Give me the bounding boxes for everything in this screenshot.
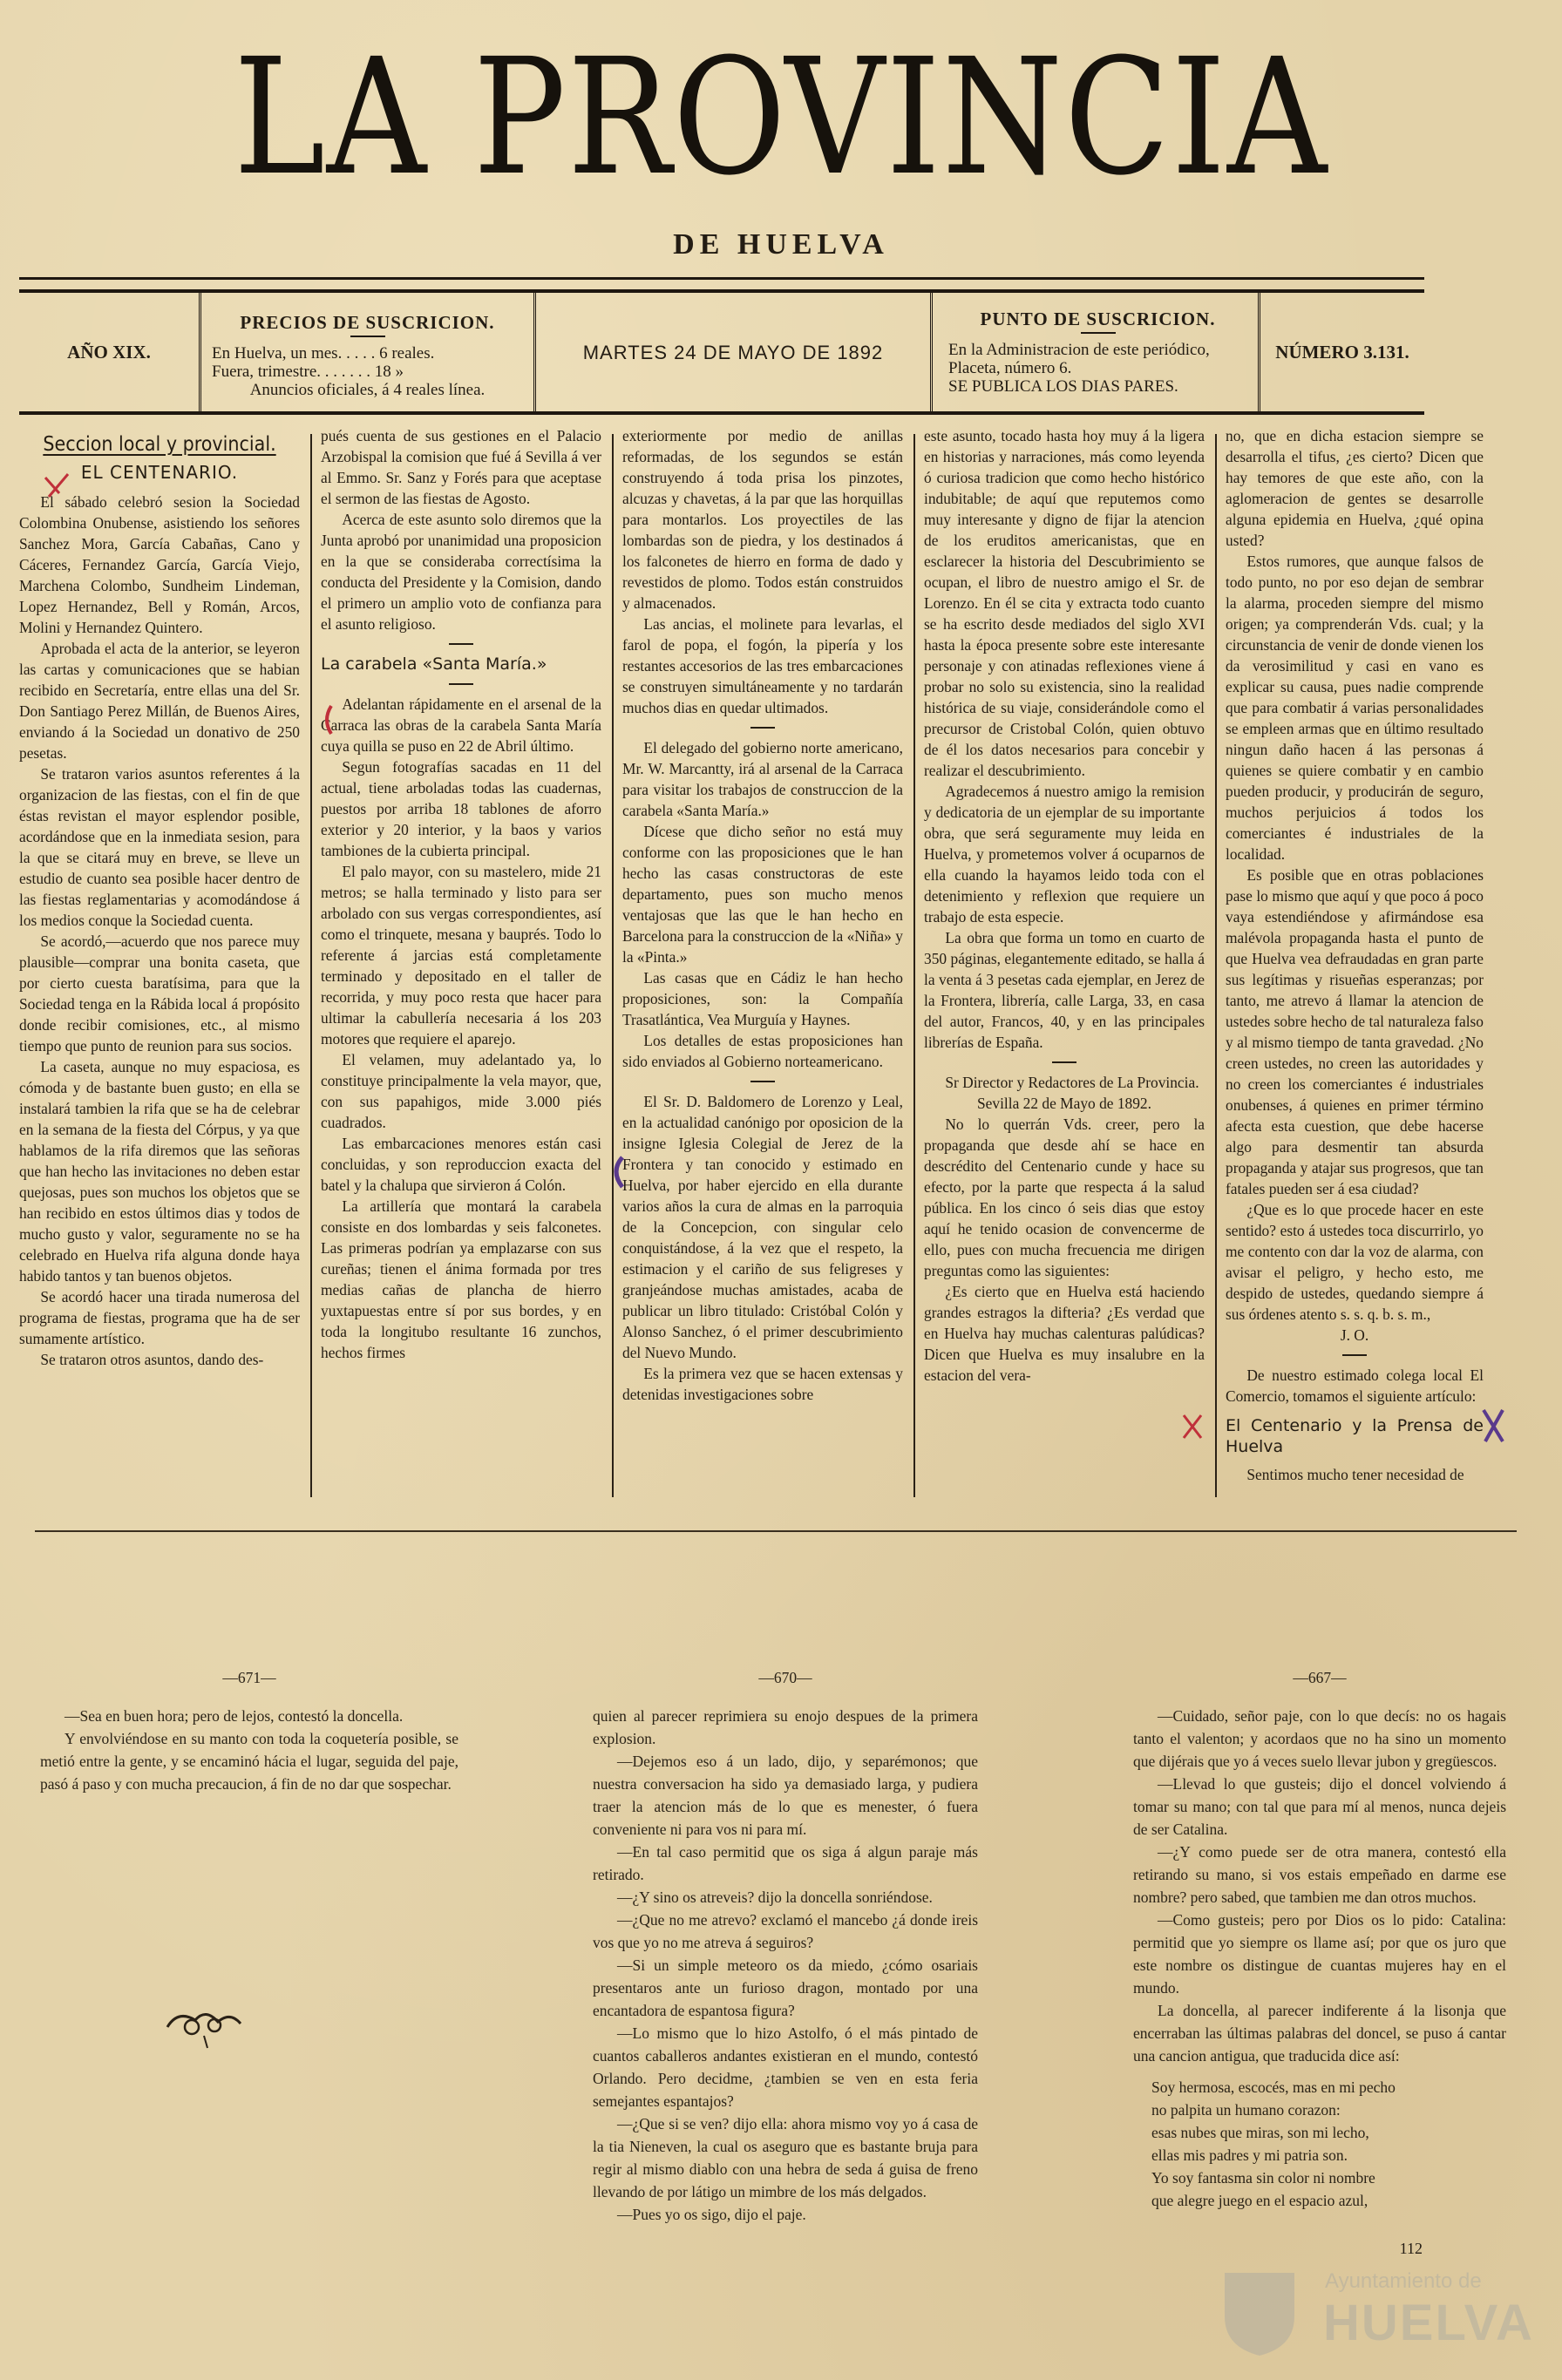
column-1 <box>19 425 300 1506</box>
paragraph: Se trataron varios asuntos referentes á la organizacion de las fiestas, con el fin de que éstas revistan el mayor esplendor posible, acordándose que en la inmediata sesion, para la que se citará muy en breve, se lleve un estudio de cuanto sea posible hacer dentro de las fiestas reglamentarias y acomodándose á los medios conque la Sociedad cuenta. <box>19 765 300 929</box>
serial-paragraph: —Lo mismo que lo hizo Astolfo, ó el más pintado de cuantos caballeros andantes existieran en el mundo, contestó Orlando. Pero decidme, ¿tambien se ven en esta feria semejantes espantajos? <box>593 2024 978 2110</box>
section-heading: Seccion local y provincial. <box>43 433 276 456</box>
column-rule <box>612 434 614 1497</box>
serial-paragraph: —¿Que si se ven? dijo ella: ahora mismo voy yo á casa de la tia Nieneven, la cual os aseguro que es bastante bruja para regir al mismo diablo con una hebra de seda á guisa de freno llevando de por látigo un mimbre de los más delgados. <box>593 2115 978 2200</box>
column-2 <box>321 425 601 1506</box>
serial-paragraph: —Dejemos eso á un lado, dijo, y separémonos; que nuestra conversacion ha sido ya demasiado larga, y pudiera traer la atencion más de lo que es menester, ó fuera conveniente ni para vos ni para mí. <box>593 1753 978 1838</box>
point-line: SE PUBLICA LOS DIAS PARES. <box>948 377 1178 396</box>
paragraph: Aprobada el acta de la anterior, se leyeron las cartas y comunicaciones que se habian recibido en Secretaría, entre ellas una del Sr. Don Santiago Perez Millán, de Buenos Aires, enviando á la Sociedad un donativo de 250 pesetas. <box>19 640 300 762</box>
paragraph: La artillería que montará la carabela consiste en dos lombardas y seis falconetes. Las primeras podrían ya emplazarse con sus cureñas; tienen el ánima formada por tres medias cañas de plancha de hierro yuxtapuestas entre sí por sus bordes, y en toda la longitubo resultante 16 zunchos, hechos firmes <box>321 1197 601 1361</box>
separator <box>449 683 473 685</box>
serial-verse: Yo soy fantasma sin color ni nombre <box>1151 2169 1375 2187</box>
serial-paragraph: —Como gusteis; pero por Dios os lo pido: Catalina: permitid que yo siempre os llame así; por que os juro que este nombre os distingue de cuantas mujeres hay en el mundo. <box>1133 1911 1506 1997</box>
paragraph: Es posible que en otras poblaciones pase lo mismo que aquí y que poco á poco vaya estendiéndose y afirmándose esa malévola propaganda hasta el punto de que Huelva vea defraudadas en gran parte sus legítimas y risueñas esperanzas; por tanto, me atrevo á llamar la atencion de ustedes sobre hecho de tal naturaleza falso y al mismo tiempo de tanta gravedad. ¿No creen ustedes, no creen las autoridades y no creen los comerciantes é industriales onubenses, á quienes en primer término afecta esta cuestion, que debe hacerse algo para desmentir tan absurda propaganda y atajar sus progresos, que tan fatales pueden ser á esa ciudad? <box>1226 866 1484 1197</box>
archive-watermark <box>1212 2264 1543 2360</box>
article-heading: El Centenario y la Prensa de Huelva <box>1226 1416 1484 1456</box>
serial-paragraph: —En tal caso permitid que os siga á algun paraje más retirado. <box>593 1843 978 1883</box>
serial-paragraph: —Cuidado, señor paje, con lo que decís: no os hagais tanto el valenton; y acordaos que no ha sino un momento que dijérais que yo á veces suelo llevar jubon y gregüescos. <box>1133 1707 1506 1770</box>
paragraph: El delegado del gobierno norte americano, Mr. W. Marcantty, irá al arsenal de la Carraca para visitar los trabajos de construccion de la carabela «Santa María.» <box>622 739 903 819</box>
serial-paragraph: quien al parecer reprimiera su enojo despues de la primera explosion. <box>593 1707 978 1747</box>
column-rule <box>1215 434 1217 1497</box>
separator <box>1052 1061 1076 1063</box>
watermark-line-2: HUELVA <box>1323 2295 1534 2351</box>
serial-paragraph: —Llevad lo que gusteis; dijo el doncel volviendo á tomar su mano; con tal que para mí al menos, nunca dejeis de ser Catalina. <box>1133 1775 1506 1838</box>
separator <box>750 727 775 729</box>
serial-verse: ellas mis padres y mi patria son. <box>1151 2146 1348 2164</box>
serial-paragraph: —Si un simple meteoro os da miedo, ¿cómo osariais presentaros ante un furioso dragon, montado por una encantadora de espantosa figura? <box>593 1956 978 2019</box>
price-line: Fuera, trimestre. . . . . . . 18 » <box>212 363 404 381</box>
paragraph: Se acordó,—acuerdo que nos parece muy plausible—comprar una bonita caseta, que por cierto cuesta baratísima, para que la Sociedad tenga en la Rábida local á propósito donde recibir comisiones, etc., al mismo tiempo que punto de reunion para sus socios. <box>19 932 300 1054</box>
point-line: En la Administracion de este periódico, <box>948 341 1210 359</box>
paragraph: ¿Que es lo que procede hacer en este sentido? esto á ustedes toca discurrirlo, yo me contento con dar la voz de alarma, con avisar el peligro, y hecho esto, me despido de ustedes, quedando siempre á sus órdenes atento s. s. q. b. s. m., <box>1226 1201 1484 1323</box>
paragraph: El velamen, muy adelantado ya, lo constituye principalmente la vela mayor, que, con sus papahigos, mide 3.000 piés cuadrados. <box>321 1051 601 1131</box>
ink-stamp-icon <box>160 2001 265 2053</box>
issue-date: MARTES 24 DE MAYO DE 1892 <box>536 293 933 411</box>
paragraph: Se acordó hacer una tirada numerosa del programa de fiestas, programa que ha de ser sumamente artístico. <box>19 1288 300 1347</box>
serial-paragraph: Y envolviéndose en su manto con toda la coquetería posible, se metió entre la gente, y se encaminó hácia el lugar, seguida del paje, pasó á paso y con mucha precaucion, á fin de no dar que sospechar. <box>40 1730 458 1793</box>
coat-of-arms-icon <box>1212 2264 1307 2360</box>
paragraph: Agradecemos á nuestro amigo la remision y dedicatoria de un ejemplar de su importante obra, que será seguramente muy leida en Huelva, y prometemos volver á ocuparnos de ella cuando la hayamos leido toda con el detenimiento y reflexion que requiere un trabajo de esta especie. <box>924 783 1205 926</box>
serial-page-number: —667— <box>1293 1669 1347 1686</box>
paragraph: exteriormente por medio de anillas reformadas, de los segundos se están construyendo á toda prisa los pinzotes, alcuzas y chavetas, á la par que las horquillas para montarlos. Los proyectiles de las lombardas son de piedra, y los destinados á los falconetes de hierro en forma de dado y revestidos de plomo. Todos están construidos y almacenados. <box>622 427 903 612</box>
serial-paragraph: —¿Que no me atrevo? exclamó el mancebo ¿á donde ireis vos que yo no me atreva á seguiros? <box>593 1911 978 1951</box>
paragraph: De nuestro estimado colega local El Comercio, tomamos el siguiente artículo: <box>1226 1366 1484 1405</box>
column-4 <box>924 425 1205 1506</box>
serial-verse: Soy hermosa, escocés, mas en mi pecho <box>1151 2078 1396 2096</box>
issue-number: NÚMERO 3.131. <box>1275 341 1409 363</box>
separator <box>449 643 473 645</box>
point-heading: PUNTO DE SUSCRICION. <box>980 309 1216 329</box>
column-5 <box>1226 425 1484 1506</box>
serial-paragraph: —Sea en buen hora; pero de lejos, contestó la doncella. <box>65 1707 404 1725</box>
purple-bracket-mark <box>608 1156 631 1189</box>
prices-heading: PRECIOS DE SUSCRICION. <box>240 312 495 333</box>
column-rule <box>310 434 312 1497</box>
watermark-line-1: Ayuntamiento de <box>1325 2269 1482 2293</box>
folio-number: 112 <box>1399 2240 1423 2257</box>
article-heading: EL CENTENARIO. <box>80 462 239 483</box>
column-rule <box>913 434 915 1497</box>
paragraph: Sentimos mucho tener necesidad de <box>1246 1466 1464 1483</box>
masthead-title: LA PROVINCIA <box>234 24 1328 211</box>
paragraph: pués cuenta de sus gestiones en el Palacio Arzobispal la comision que fué á Sevilla á ver al Emmo. Sr. Sanz y Forés para que aceptase el sermon de las fiestas de Agosto. <box>321 427 601 507</box>
year-label: AÑO XIX. <box>19 293 201 411</box>
paragraph: El palo mayor, con su mastelero, mide 21 metros; se halla terminado y listo para ser arbolado con sus vergas correspondientes, así como el trinquete, mesana y bauprés. Todo lo referente á jarcias está completamente terminado y depositado en el taller de recorrida, y muy poco resta que hacer para ultimar la cabullería necesaria á los 203 motores que requiere el aparejo. <box>321 863 601 1048</box>
serial-page-number: —670— <box>758 1669 812 1686</box>
paragraph: Es la primera vez que se hacen extensas y detenidas investigaciones sobre <box>622 1365 903 1403</box>
paragraph: Estos rumores, que aunque falsos de todo punto, no por eso dejan de sembrar la alarma, proceden siempre del mismo origen; ya comprenderán Vds. cual; y la circunstancia de venir de donde vienen los da verosimilitud y casi en vano es explicar su causa, pues nadie comprende que para combatir á varias personalidades se empleen armas que en último resultado ningun daño hacen á las personas á quienes se quiere combatir y en cambio pueden producir, y producirán de seguro, muchos perjuicios á todos los comerciantes é industriales de la localidad. <box>1226 553 1484 863</box>
serial-verse: no palpita un humano corazon: <box>1151 2101 1341 2119</box>
paragraph: La obra que forma un tomo en cuarto de 350 páginas, elegantemente editado, se halla á la venta á 3 pesetas cada ejemplar, en Jerez de la Frontera, librería, calle Larga, 33, en casa del autor, Francos, 40, y en las principales librerías de España. <box>924 929 1205 1051</box>
paragraph: Acerca de este asunto solo diremos que la Junta aprobó por unanimidad una proposicion en la que se consideraba correctísima la conducta del Presidente y la Comision, dando el primero un amplio voto de confianza para el asunto religioso. <box>321 511 601 633</box>
paragraph: Adelantan rápidamente en el arsenal de la Carraca las obras de la carabela Santa María cuya quilla se puso en 22 de Abril último. <box>321 695 601 755</box>
serial-paragraph: La doncella, al parecer indiferente á la lisonja que encerraban las últimas palabras del doncel, se puso á cantar una cancion antigua, que traducida dice así: <box>1133 2002 1506 2065</box>
serial-paragraph: —¿Y sino os atreveis? dijo la doncella sonriéndose. <box>617 1888 933 1906</box>
page-bottom-rule <box>35 1530 1517 1532</box>
paragraph: Dícese que dicho señor no está muy conforme con las proposiciones que le han hecho las casas constructoras de este departamento, pues son mucho menos ventajosas que las que le han hecho en Barcelona para la construccion de la «Niña» y la «Pinta.» <box>622 823 903 966</box>
point-divider <box>1081 332 1116 334</box>
paragraph: no, que en dicha estacion siempre se desarrolla el tifus, ¿es cierto? Dicen que hay temores de que este año, con la aglomeracion de gentes se desarrolle alguna epidemia en Huelva, ¿qué opina usted? <box>1226 427 1484 549</box>
subscription-prices <box>201 293 536 411</box>
paragraph: Las casas que en Cádiz le han hecho proposiciones, son: la Compañía Trasatlántica, Vea Murguía y Haynes. <box>622 969 903 1028</box>
paragraph: Las embarcaciones menores están casi concluidas, y son reproduccion exacta del batel y la chalupa que sirvieron á Colón. <box>321 1135 601 1194</box>
serial-paragraph: —Pues yo os sigo, dijo el paje. <box>617 2206 806 2223</box>
letter-place-date: Sevilla 22 de Mayo de 1892. <box>977 1095 1151 1112</box>
article-columns <box>19 425 1484 1506</box>
price-line: Anuncios oficiales, á 4 reales línea. <box>249 381 486 399</box>
purple-x-mark <box>1480 1407 1508 1445</box>
paragraph: Se trataron otros asuntos, dando des- <box>40 1351 264 1368</box>
prices-divider <box>350 336 385 337</box>
point-line: Placeta, número 6. <box>948 359 1072 377</box>
red-check-mark <box>42 471 77 500</box>
letter-salutation: Sr Director y Redactores de La Provincia. <box>945 1074 1199 1091</box>
paragraph: Los detalles de estas proposiciones han sido enviados al Gobierno norteamericano. <box>622 1032 903 1070</box>
paragraph: El Sr. D. Baldomero de Lorenzo y Leal, en la actualidad canónigo por oposicion de la insigne Iglesia Colegial de Jerez de la Frontera y tan conocido y estimado en Huelva, por haber ejercido en ella durante varios años la cura de almas en la parroquia de la Concepcion, con singular celo conquistándose, á la vez que el respeto, la estimacion y el cariño de sus feligreses y granjeándose muchas amistades, acaba de publicar un libro titulado: Cristóbal Colón y Alonso Sanchez, ó el primer descubrimiento del Nuevo Mundo. <box>622 1093 903 1361</box>
serial-right <box>1133 1666 1506 2212</box>
masthead-subtitle: DE HUELVA <box>673 228 889 261</box>
paragraph: Las ancias, el molinete para levarlas, el farol de popa, el fogón, la pipería y los restantes accesorios de las tres embarcaciones se construyen simultáneamente y no tardarán muchos dias en quedar ultimados. <box>622 615 903 716</box>
separator <box>750 1081 775 1082</box>
separator <box>1342 1354 1367 1356</box>
serial-left <box>40 1666 458 1795</box>
header-bar <box>19 289 1424 415</box>
paragraph: Segun fotografías sacadas en 11 del actual, tiene arboladas todas las cuadernas, puestos por arriba 18 tablones de aforro exterior y 20 interior, y la baos y varios tambiones de la cubierta principal. <box>321 758 601 859</box>
signature: J. O. <box>1340 1326 1369 1344</box>
subscription-point <box>933 293 1260 411</box>
paragraph: ¿Es cierto que en Huelva está haciendo grandes estragos la difteria? ¿Es verdad que en Huelva hay muchas calenturas palúdicas? Dicen que Huelva es muy insalubre en la estacion del vera- <box>924 1283 1205 1384</box>
serial-verse: que alegre juego en el espacio azul, <box>1151 2192 1368 2209</box>
red-x-mark <box>1180 1412 1205 1441</box>
paragraph: este asunto, tocado hasta hoy muy á la ligera en historias y narraciones, más como leyenda ó curiosa tradicion que como hecho histórico indubitable; de aquí que reputemos como muy interesante y digno de fijar la atencion de los eruditos americanistas, que en esclarecer la historia del Descubrimiento se ocupan, el libro de nuestro amigo el Sr. de Lorenzo. En él se cita y extracta todo cuanto se ha escrito desde mediados del siglo XVI hasta la época presente sobre este interesante personaje y con atinadas reflexiones viene á probar no solo su existencia, sino la realidad histórica de su viaje, considerándole como el precursor de Cristobal Colón, quien obtuvo de él los datos necesarios para concebir y realizar el descubrimiento. <box>924 427 1205 779</box>
paragraph: No lo querrán Vds. creer, pero la propaganda que desde ahí se hace en descrédito del Centenario cunde y hace su efecto, por la parte que respecta á la salud pública. En los cinco ó seis dias que estoy aquí he tenido ocasion de convencerme de ello, pues con mucha frecuencia me dirigen preguntas como las siguientes: <box>924 1115 1205 1279</box>
serial-paragraph: —¿Y como puede ser de otra manera, contestó ella retirando su mano, si vos estais empeñado en darme ese nombre? pero sabed, que tambien me dan otros muchos. <box>1133 1843 1506 1906</box>
paragraph: El sábado celebró sesion la Sociedad Colombina Onubense, asistiendo los señores Sanchez Mora, García Cabañas, Cano y Cáceres, Fernandez García, García Viejo, Marchena Colombo, Sundheim Lindeman, Lopez Hernandez, Bell y Román, Arcos, Molini y Hernandez Quintero. <box>19 493 300 636</box>
column-3 <box>622 425 903 1506</box>
serial-middle <box>593 1666 978 2226</box>
serial-verse: esas nubes que miras, son mi lecho, <box>1151 2124 1369 2141</box>
masthead-rule <box>19 277 1424 280</box>
serial-page-number: —671— <box>222 1669 276 1686</box>
paragraph: La caseta, aunque no muy espaciosa, es cómoda y de bastante buen gusto; en ella se instalará tambien la rifa que se ha de celebrar en la semana de la fiesta del Córpus, y ya que hablamos de la rifa diremos que las señoras que han hecho las invitaciones no deben estar quejosas, pues son muchos los objetos que se han recibido en estos últimos dias y todos de mucho gusto y valor, seguramente no se ha celebrado en Huelva rifa alguna donde haya habido tantos y tan buenos objetos. <box>19 1058 300 1285</box>
price-line: En Huelva, un mes. . . . . 6 reales. <box>212 344 435 363</box>
article-heading: La carabela «Santa María.» <box>321 654 547 674</box>
red-bracket-mark <box>319 704 338 736</box>
